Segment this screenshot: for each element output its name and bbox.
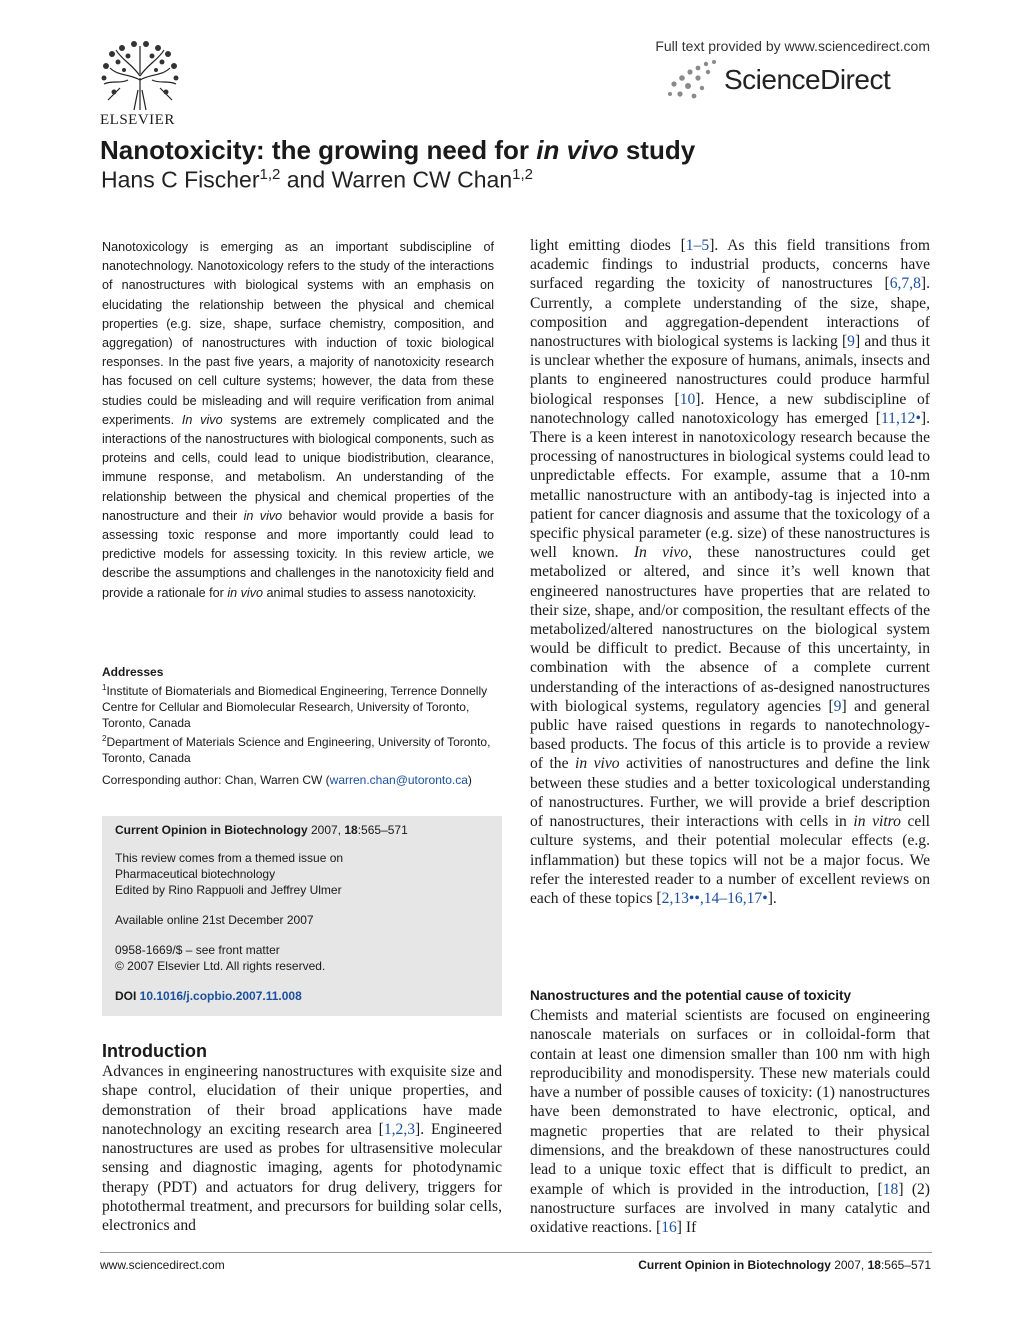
introduction-text: Advances in engineering nanostructures with exquisite size and shape control, elucidation of their unique properties, and demonstration of their broad applications have made nanotechnology an exciting research area [1,2,3]. Engineered nanostructures are used as probes for ultrasensitive molecular sensing and diagnostic imaging, agents for photodynamic therapy (PDT) and actuators for drug delivery, triggers for photothermal treatment, and precursors for building solar cells, electronics and xyxy=(102,1063,502,1235)
citation-link[interactable]: 1–5 xyxy=(685,237,710,254)
doi-line: DOI 10.1016/j.copbio.2007.11.008 xyxy=(115,989,302,1003)
doi-link[interactable]: 10.1016/j.copbio.2007.11.008 xyxy=(139,989,302,1003)
citation-link[interactable]: 9 xyxy=(833,697,842,715)
citation-link[interactable]: 9 xyxy=(847,333,855,351)
section-heading: Nanostructures and the potential cause of toxicity xyxy=(530,988,852,1003)
sciencedirect-logo[interactable] xyxy=(662,58,902,104)
citation-link[interactable]: 10 xyxy=(679,390,696,408)
citation-link[interactable]: 1,2,3 xyxy=(383,1120,416,1138)
address-item: $^1$Institute of Biomaterials and Biomedical Engineering, Terrence Donnelly Centre for Cellular and Biomolecular Research, University of Toronto, Toronto, Canada xyxy=(102,683,488,730)
article-info-box xyxy=(102,816,502,1016)
addresses-heading: Addresses xyxy=(102,665,164,679)
journal-citation: Current Opinion in Biotechnology 2007, 18:565–571 xyxy=(115,823,408,837)
copyright: © 2007 Elsevier Ltd. All rights reserved. xyxy=(115,959,326,973)
citation-link[interactable]: 18 xyxy=(882,1180,899,1198)
editors: Edited by Rino Rappuoli and Jeffrey Ulmer xyxy=(115,883,342,897)
issn: 0958-1669/$ – see front matter xyxy=(115,943,280,957)
article-title: Nanotoxicity: the growing need for in vivo study xyxy=(100,135,696,165)
citation-link[interactable]: 16 xyxy=(661,1219,677,1237)
introduction-heading: Introduction xyxy=(102,1041,207,1061)
theme-name: Pharmaceutical biotechnology xyxy=(115,867,276,881)
address-item: $^2$Department of Materials Science and Engineering, University of Toronto, Toronto, Canada xyxy=(102,734,491,765)
sciencedirect-wordmark: ScienceDirect xyxy=(724,64,891,95)
available-online: Available online 21st December 2007 xyxy=(115,913,314,927)
footer-website-link[interactable]: www.sciencedirect.com xyxy=(100,1258,225,1272)
citation-link[interactable]: 2,13••,14–16,17• xyxy=(661,889,768,907)
footer-citation: Current Opinion in Biotechnology 2007, 18:565–571 xyxy=(638,1258,931,1272)
article-authors: Hans C Fischer$^{1,2}$ and Warren CW Chan$^{1,2}$ xyxy=(101,166,533,193)
author-email-link[interactable]: warren.chan@utoronto.ca xyxy=(329,773,468,787)
citation-link[interactable]: 6,7,8 xyxy=(889,275,921,293)
footer-divider xyxy=(100,1252,932,1253)
fulltext-note[interactable]: Full text provided by www.sciencedirect.com xyxy=(655,38,930,54)
author-name: Warren CW Chan xyxy=(331,166,513,193)
section-text: Chemists and material scientists are focused on engineering nanoscale materials on surfaces or in colloidal-form that contain at least one dimension smaller than 100 nm with high reproducibility and monodispersity. These new materials could have a number of possible causes of toxicity: (1) nanostructures have been demonstrated to have electronic, optical, and magnetic properties that are related to their physical dimensions, and the breakdown of these nanostructures could lead to a unique toxic effect that is difficult to predict, an example of which is provided in the introduction, [18] (2) nanostructure surfaces are involved in many catalytic and oxidative reactions. [16] If xyxy=(530,1007,930,1237)
author-name: Hans C Fischer xyxy=(101,166,260,193)
body-text-column-2: light emitting diodes [1–5]. As this field transitions from academic findings to industrial products, concerns have surfaced regarding the toxicity of nanostructures [6,7,8]. Currently, a complete understanding of the size, shape, composition and aggregation-dependent interactions of nanostructures with biological systems is lacking [9] and thus it is unclear whether the exposure of humans, animals, insects and plants to engineered nanostructures could produce harmful biological responses [10]. Hence, a new subdiscipline of nanotechnology called nanotoxicology has emerged [11,12•]. There is a keen interest in nanotoxicology research because the processing of nanostructures in biological systems could lead to unpredictable effects. For example, assume that a 10-nm metallic nanostructure with an antibody-tag is injected into a patient for cancer diagnosis and assume that the toxicology of a specific physical parameter (e.g. size) of these nanostructures is well known. In vivo, these nanostructures could get metabolized or altered, and since it’s well known that engineered nanostructures have properties that are related to their size, shape, and/or composition, the resultant effects of the metabolized/altered nanostructures on the biological system would be difficult to predict. Because of this uncertainty, in combination with the absence of a complete current understanding of the interactions of as-designed nanostructures with biological systems, regulatory agencies [9] and general public have raised questions in regards to nanotechnology-based products. The focus of this article is to provide a review of the in vivo activities of nanostructures and define the link between these studies and a better toxicological understanding of nanostructures. Further, we will provide a brief description of nanostructures, their interactions with cells in in vitro cell culture systems, and their potential molecular effects (e.g. inflammation) but these topics will not be a major focus. We refer the interested reader to a number of excellent reviews on each of these topics [2,13••,14–16,17•]. xyxy=(530,237,931,907)
elsevier-wordmark: ELSEVIER xyxy=(100,112,175,128)
citation-link[interactable]: 11,12• xyxy=(880,409,921,427)
themed-issue-note: This review comes from a themed issue on xyxy=(115,851,344,865)
addresses xyxy=(102,664,497,766)
abstract: Nanotoxicology is emerging as an important subdiscipline of nanotechnology. Nanotoxicology refers to the study of the interactions of nanostructures with biological systems with an emphasis on elucidating the relationship between the physical and chemical properties (e.g. size, shape, surface chemistry, composition, and aggregation) of nanostructures with induction of toxic biological responses. In the past five years, a majority of nanotoxicity research has focused on cell culture systems; however, the data from these studies could be misleading and will require verification from animal experiments. In vivo systems are extremely complicated and the interactions of the nanostructures with biological components, such as proteins and cells, could lead to unique biodistribution, clearance, immune response, and metabolism. An understanding of the relationship between the physical and chemical properties of the nanostructure and their in vivo behavior would provide a basis for assessing toxic response and more importantly could lead to predictive models for assessing toxicity. In this review article, we describe the assumptions and challenges in the nanotoxicity field and provide a rationale for in vivo animal studies to assess nanotoxicity. xyxy=(102,240,494,600)
corresponding-author: Corresponding author: Chan, Warren CW (warren.chan@utoronto.ca) xyxy=(102,773,472,787)
sciencedirect-dots-icon xyxy=(662,58,722,104)
